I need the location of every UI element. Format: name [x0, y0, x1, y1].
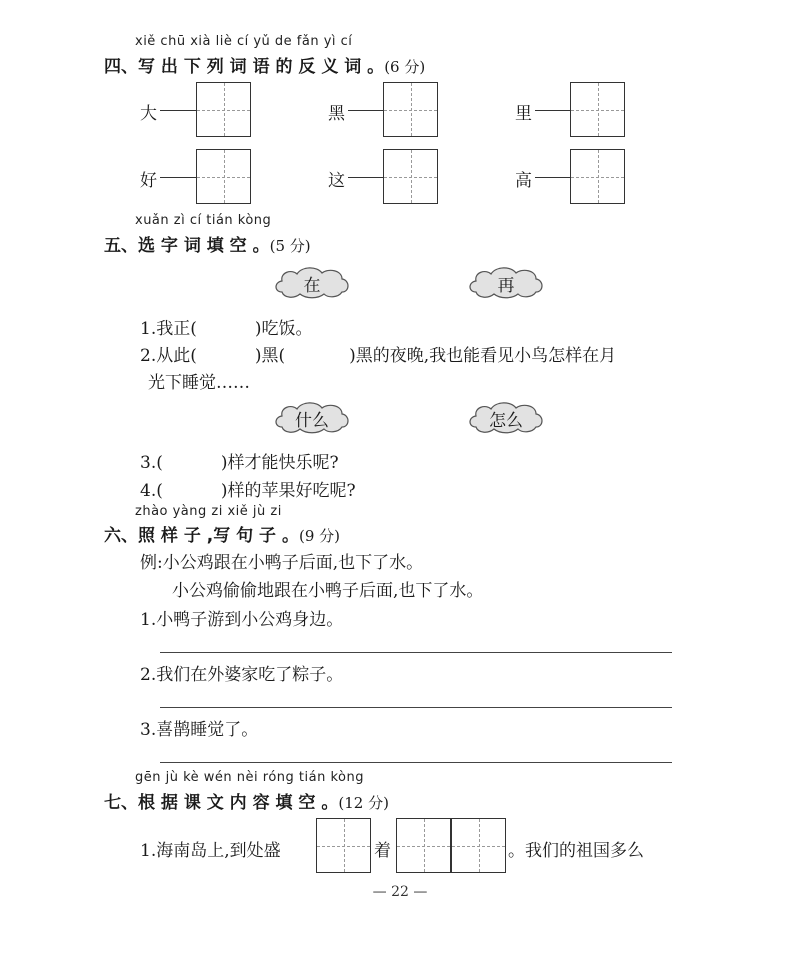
connector-line	[160, 110, 196, 111]
writing-grid[interactable]	[396, 818, 451, 873]
cloud-word: 再	[497, 276, 515, 296]
fill-text-1c: 。我们的祖国多么	[508, 841, 644, 861]
writing-grid[interactable]	[196, 82, 251, 137]
connector-line	[348, 177, 383, 178]
connector-line	[160, 177, 196, 178]
section5-title: 五、选 字 词 填 空 。	[104, 236, 270, 256]
writing-grid[interactable]	[451, 818, 506, 873]
q3-text-b: )样才能快乐呢?	[220, 453, 339, 473]
section5-pinyin: xuǎn zì cí tián kòng	[135, 213, 272, 228]
writing-grid[interactable]	[570, 149, 625, 204]
connector-line	[535, 110, 570, 111]
connector-line	[535, 177, 570, 178]
section5-heading	[104, 231, 311, 256]
q3-text-a: 3.(	[140, 453, 163, 473]
section6-title: 六、照 样 子 ,写 句 子 。	[104, 526, 299, 546]
section4-score: (6 分)	[384, 58, 426, 76]
antonym-char-1: 大	[140, 104, 157, 124]
section7-pinyin: gēn jù kè wén nèi róng tián kòng	[135, 770, 364, 785]
example-answer: 小公鸡偷偷地跟在小鸭子后面,也下了水。	[172, 581, 484, 601]
word-cloud	[272, 399, 352, 435]
antonym-char-6: 高	[515, 171, 532, 191]
q1-text-a: 1.我正(	[140, 319, 197, 339]
page-number: — 22 —	[372, 884, 428, 900]
q2-text-b: )黑(	[254, 346, 286, 366]
section5-score: (5 分)	[269, 237, 311, 255]
fill-text-1a: 1.海南岛上,到处盛	[140, 841, 281, 861]
example-sentence: 例:小公鸡跟在小鸭子后面,也下了水。	[140, 553, 424, 573]
rewrite-item-2: 2.我们在外婆家吃了粽子。	[140, 665, 344, 685]
section7-title: 七、根 据 课 文 内 容 填 空 。	[104, 793, 339, 813]
section6-heading	[104, 521, 340, 546]
section6-pinyin: zhào yàng zi xiě jù zi	[135, 504, 282, 519]
rewrite-item-3: 3.喜鹊睡觉了。	[140, 720, 259, 740]
cloud-word: 什么	[295, 411, 329, 431]
word-cloud	[466, 264, 546, 300]
writing-grid[interactable]	[383, 149, 438, 204]
section7-score: (12 分)	[338, 794, 389, 812]
section7-heading	[104, 788, 389, 813]
writing-grid[interactable]	[383, 82, 438, 137]
fill-question-3	[140, 448, 339, 473]
fill-text-1b: 着	[374, 841, 391, 861]
fill-question-1	[140, 314, 313, 339]
writing-grid[interactable]	[316, 818, 371, 873]
antonym-char-4: 好	[140, 171, 157, 191]
q4-text-a: 4.(	[140, 481, 163, 501]
answer-line[interactable]	[160, 652, 672, 653]
word-cloud	[272, 264, 352, 300]
word-cloud	[466, 399, 546, 435]
fill-question-2-cont: 光下睡觉……	[148, 373, 250, 393]
writing-grid[interactable]	[196, 149, 251, 204]
section4-heading	[104, 52, 425, 77]
answer-line[interactable]	[160, 707, 672, 708]
q2-text-c: )黑的夜晚,我也能看见小鸟怎样在月	[349, 346, 617, 366]
fill-question-4	[140, 476, 356, 501]
connector-line	[348, 110, 383, 111]
section6-score: (9 分)	[298, 527, 340, 545]
section4-pinyin: xiě chū xià liè cí yǔ de fǎn yì cí	[135, 34, 353, 49]
writing-grid[interactable]	[570, 82, 625, 137]
antonym-char-2: 黑	[328, 104, 345, 124]
q4-text-b: )样的苹果好吃呢?	[220, 481, 356, 501]
section4-title: 四、写 出 下 列 词 语 的 反 义 词 。	[104, 57, 385, 77]
rewrite-item-1: 1.小鸭子游到小公鸡身边。	[140, 610, 344, 630]
cloud-word: 怎么	[489, 411, 523, 431]
q2-text-a: 2.从此(	[140, 346, 197, 366]
antonym-char-5: 这	[328, 171, 345, 191]
q1-text-b: )吃饭。	[254, 319, 313, 339]
answer-line[interactable]	[160, 762, 672, 763]
cloud-word: 在	[303, 276, 321, 296]
antonym-char-3: 里	[515, 104, 532, 124]
fill-question-2	[140, 341, 616, 366]
